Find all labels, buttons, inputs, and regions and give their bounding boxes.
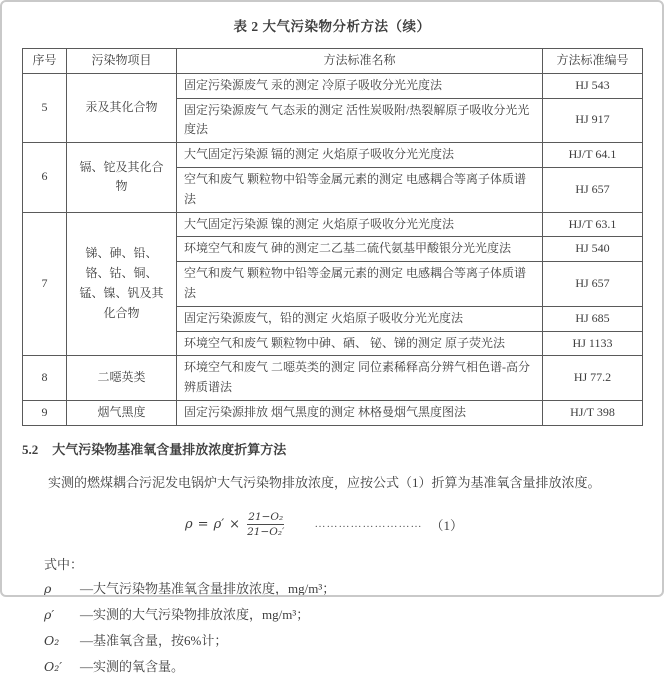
method-name: 固定污染源废气 汞的测定 冷原子吸收分光光度法 (177, 73, 543, 98)
fraction-denominator: 21−O₂′ (247, 525, 285, 538)
table-row (23, 212, 643, 237)
method-code: HJ 543 (543, 73, 643, 98)
symbol: ρ (44, 581, 52, 597)
serial-no-7: 7 (23, 212, 67, 356)
analysis-methods-table (22, 48, 643, 426)
method-name: 环境空气和废气 二噁英类的测定 同位素稀释高分辨气相色谱-高分辨质谱法 (177, 356, 543, 401)
header-method-name: 方法标准名称 (177, 49, 543, 74)
definition-rho-prime (44, 606, 642, 625)
rho-symbol: ρ (185, 516, 193, 532)
pollutant-7: 锑、砷、铅、铬、钴、铜、锰、镍、钒及其化合物 (67, 212, 177, 356)
symbol-description: —大气污染物基准氧含量排放浓度，mg/m³； (80, 581, 336, 597)
method-name: 大气固定污染源 镉的测定 火焰原子吸收分光光度法 (177, 143, 543, 168)
method-code: HJ/T 63.1 (543, 212, 643, 237)
symbol: ρ′ (44, 607, 55, 623)
formula-number: （1） (430, 517, 463, 533)
method-name: 环境空气和废气 砷的测定二乙基二硫代氨基甲酸银分光光度法 (177, 237, 543, 262)
table-row (23, 400, 643, 425)
method-code: HJ 77.2 (543, 356, 643, 401)
table-row (23, 356, 643, 401)
where-clause-intro: 式中： (44, 557, 84, 573)
serial-no-8: 8 (23, 356, 67, 401)
pollutant-6: 镉、铊及其化合物 (67, 143, 177, 212)
symbol-description: —基准氧含量，按6%计； (80, 632, 228, 648)
symbol: O₂ (44, 632, 60, 648)
method-code: HJ 540 (543, 237, 643, 262)
rho-prime-symbol: ρ′ (213, 516, 225, 532)
method-name: 空气和废气 颗粒物中铅等金属元素的测定 电感耦合等离子体质谱法 (177, 262, 543, 307)
header-serial-no: 序号 (23, 49, 67, 74)
formula-expression (185, 510, 286, 539)
method-name: 大气固定污染源 镍的测定 火焰原子吸收分光光度法 (177, 212, 543, 237)
pollutant-8: 二噁英类 (67, 356, 177, 401)
method-code: HJ 1133 (543, 331, 643, 356)
method-code: HJ 657 (543, 262, 643, 307)
fraction-numerator: 21−O₂ (248, 510, 284, 523)
header-method-code: 方法标准编号 (543, 49, 643, 74)
formula-1 (185, 506, 642, 542)
method-name: 环境空气和废气 颗粒物中砷、硒、 铋、锑的测定 原子荧光法 (177, 331, 543, 356)
symbol-description: —实测的大气污染物排放浓度，mg/m³； (80, 607, 310, 623)
method-code: HJ/T 64.1 (543, 143, 643, 168)
method-name: 固定污染源废气，铅的测定 火焰原子吸收分光光度法 (177, 306, 543, 331)
method-name: 固定污染源排放 烟气黑度的测定 林格曼烟气黑度图法 (177, 400, 543, 425)
definition-o2 (44, 632, 642, 651)
pollutant-5: 汞及其化合物 (67, 73, 177, 142)
pollutant-9: 烟气黑度 (67, 400, 177, 425)
serial-no-9: 9 (23, 400, 67, 425)
method-name: 固定污染源废气 气态汞的测定 活性炭吸附/热裂解原子吸收分光光度法 (177, 98, 543, 143)
table-header-row (23, 49, 643, 74)
section-heading-5-2 (22, 439, 642, 458)
equals-sign: = (197, 516, 209, 532)
section-paragraph: 实测的燃煤耦合污泥发电锅炉大气污染物排放浓度，应按公式（1）折算为基准氧含量排放浓度。 (48, 474, 601, 490)
serial-no-6: 6 (23, 143, 67, 212)
header-pollutant: 污染物项目 (67, 49, 177, 74)
section-number: 5.2 (22, 441, 39, 457)
method-code: HJ 685 (543, 306, 643, 331)
method-name: 空气和废气 颗粒物中铅等金属元素的测定 电感耦合等离子体质谱法 (177, 167, 543, 212)
method-code: HJ 657 (543, 167, 643, 212)
serial-no-5: 5 (23, 73, 67, 142)
table-row (23, 143, 643, 168)
symbol: O₂′ (44, 658, 63, 674)
formula-dot-leader: ……………………… (314, 518, 423, 531)
table-title: 表 2 大气污染物分析方法（续） (233, 19, 431, 34)
definition-o2-prime (44, 658, 642, 677)
definition-rho (44, 580, 642, 599)
symbol-description: —实测的氧含量。 (80, 658, 185, 674)
method-code: HJ/T 398 (543, 400, 643, 425)
fraction (247, 510, 284, 539)
section-title: 大气污染物基准氧含量排放浓度折算方法 (52, 441, 287, 457)
table-row (23, 73, 643, 98)
symbol-definitions (22, 580, 642, 676)
method-code: HJ 917 (543, 98, 643, 143)
multiply-sign: × (229, 516, 241, 532)
